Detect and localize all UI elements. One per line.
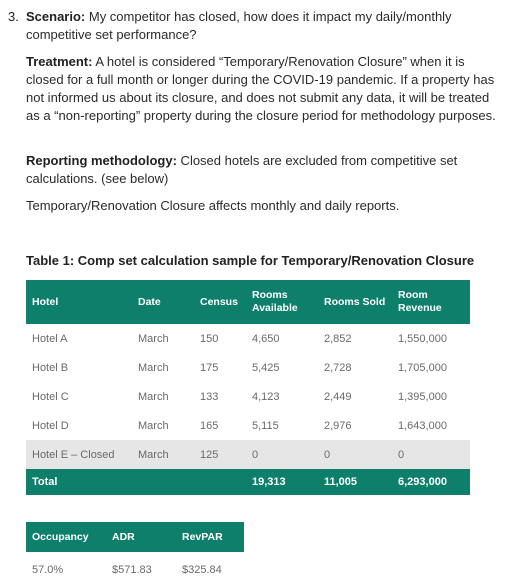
kpi-table <box>26 522 244 588</box>
total-rooms-sold: 11,005 <box>324 476 358 488</box>
table-cell: 165 <box>200 419 219 432</box>
table-cell: Hotel B <box>32 361 69 374</box>
table-row <box>26 382 470 411</box>
scenario-paragraph <box>26 8 496 44</box>
methodology-text: Closed hotels are excluded from competitive set calculations. (see below) <box>26 153 458 186</box>
col-header-occupancy: Occupancy <box>32 531 89 543</box>
total-label: Total <box>32 476 58 488</box>
table-cell: 2,728 <box>324 361 352 374</box>
methodology-paragraph <box>26 152 496 188</box>
table-cell: 4,123 <box>252 390 280 403</box>
table-cell <box>132 469 194 495</box>
table-cell: 175 <box>200 361 219 374</box>
table-cell: 125 <box>200 448 219 461</box>
treatment-text: A hotel is considered “Temporary/Renovation Closure” when it is closed for a full month or longer during the COVID-19 pandemic. If a property has not informed us about its closure, and does not submit any data, it will be treated as a “non-reporting” property during the closure period for methodology purposes. <box>26 54 496 123</box>
table-cell: March <box>138 361 169 374</box>
scenario-text: My competitor has closed, how does it impact my daily/monthly competitive set performance? <box>26 9 452 42</box>
table-cell: 0 <box>324 448 331 461</box>
item-number: 3. <box>8 9 19 24</box>
table-row <box>26 324 470 353</box>
adr-value: $571.83 <box>112 564 152 576</box>
table-cell: 5,425 <box>252 361 280 374</box>
table-cell: 2,976 <box>324 419 352 432</box>
col-header-revpar: RevPAR <box>182 531 223 543</box>
table-cell: 1,705,000 <box>398 361 447 374</box>
table-row <box>26 353 470 382</box>
table-cell: Hotel C <box>32 390 69 403</box>
table-cell: March <box>138 448 169 461</box>
occupancy-value: 57.0% <box>32 564 64 576</box>
table-cell: Hotel A <box>32 332 68 345</box>
col-header-rooms-sold: Rooms Sold <box>324 295 386 308</box>
total-rooms-available: 19,313 <box>252 476 286 488</box>
table-cell: 0 <box>252 448 259 461</box>
closure-note: Temporary/Renovation Closure affects monthly and daily reports. <box>26 198 400 213</box>
col-header-census: Census <box>200 295 238 308</box>
table-cell: Hotel D <box>32 419 69 432</box>
col-header-adr: ADR <box>112 531 135 543</box>
kpi-row <box>26 552 244 588</box>
table-cell: 4,650 <box>252 332 280 345</box>
table-row <box>26 411 470 440</box>
table-cell: 1,550,000 <box>398 332 447 345</box>
scenario-label: Scenario: <box>26 9 86 24</box>
table-cell: March <box>138 390 169 403</box>
treatment-label: Treatment: <box>26 54 93 69</box>
col-header-rooms-available: Rooms Available <box>252 289 298 314</box>
table-cell: 5,115 <box>252 419 279 432</box>
table-cell: 133 <box>200 390 219 403</box>
treatment-paragraph <box>26 53 496 125</box>
table-cell: Hotel E – Closed <box>32 448 115 461</box>
table-title: Table 1: Comp set calculation sample for Temporary/Renovation Closure <box>26 253 475 268</box>
table-cell: 2,852 <box>324 332 352 345</box>
table-cell: 1,395,000 <box>398 390 447 403</box>
table-total-row <box>26 469 470 495</box>
table-cell: 1,643,000 <box>398 419 447 432</box>
col-header-room-revenue: Room Revenue <box>398 289 442 314</box>
comp-set-table <box>26 280 470 495</box>
col-header-hotel: Hotel <box>32 295 59 308</box>
table-header-row <box>26 280 470 324</box>
table-row-closed <box>26 440 470 469</box>
kpi-header-row <box>26 522 244 552</box>
table-cell: March <box>138 419 169 432</box>
table-cell: March <box>138 332 169 345</box>
table-cell: 2,449 <box>324 390 352 403</box>
total-room-revenue: 6,293,000 <box>398 476 447 488</box>
table-cell <box>194 469 246 495</box>
revpar-value: $325.84 <box>182 564 222 576</box>
methodology-label: Reporting methodology: <box>26 153 177 168</box>
table-cell: 150 <box>200 332 219 345</box>
col-header-date: Date <box>138 295 161 308</box>
table-cell: 0 <box>398 448 405 461</box>
